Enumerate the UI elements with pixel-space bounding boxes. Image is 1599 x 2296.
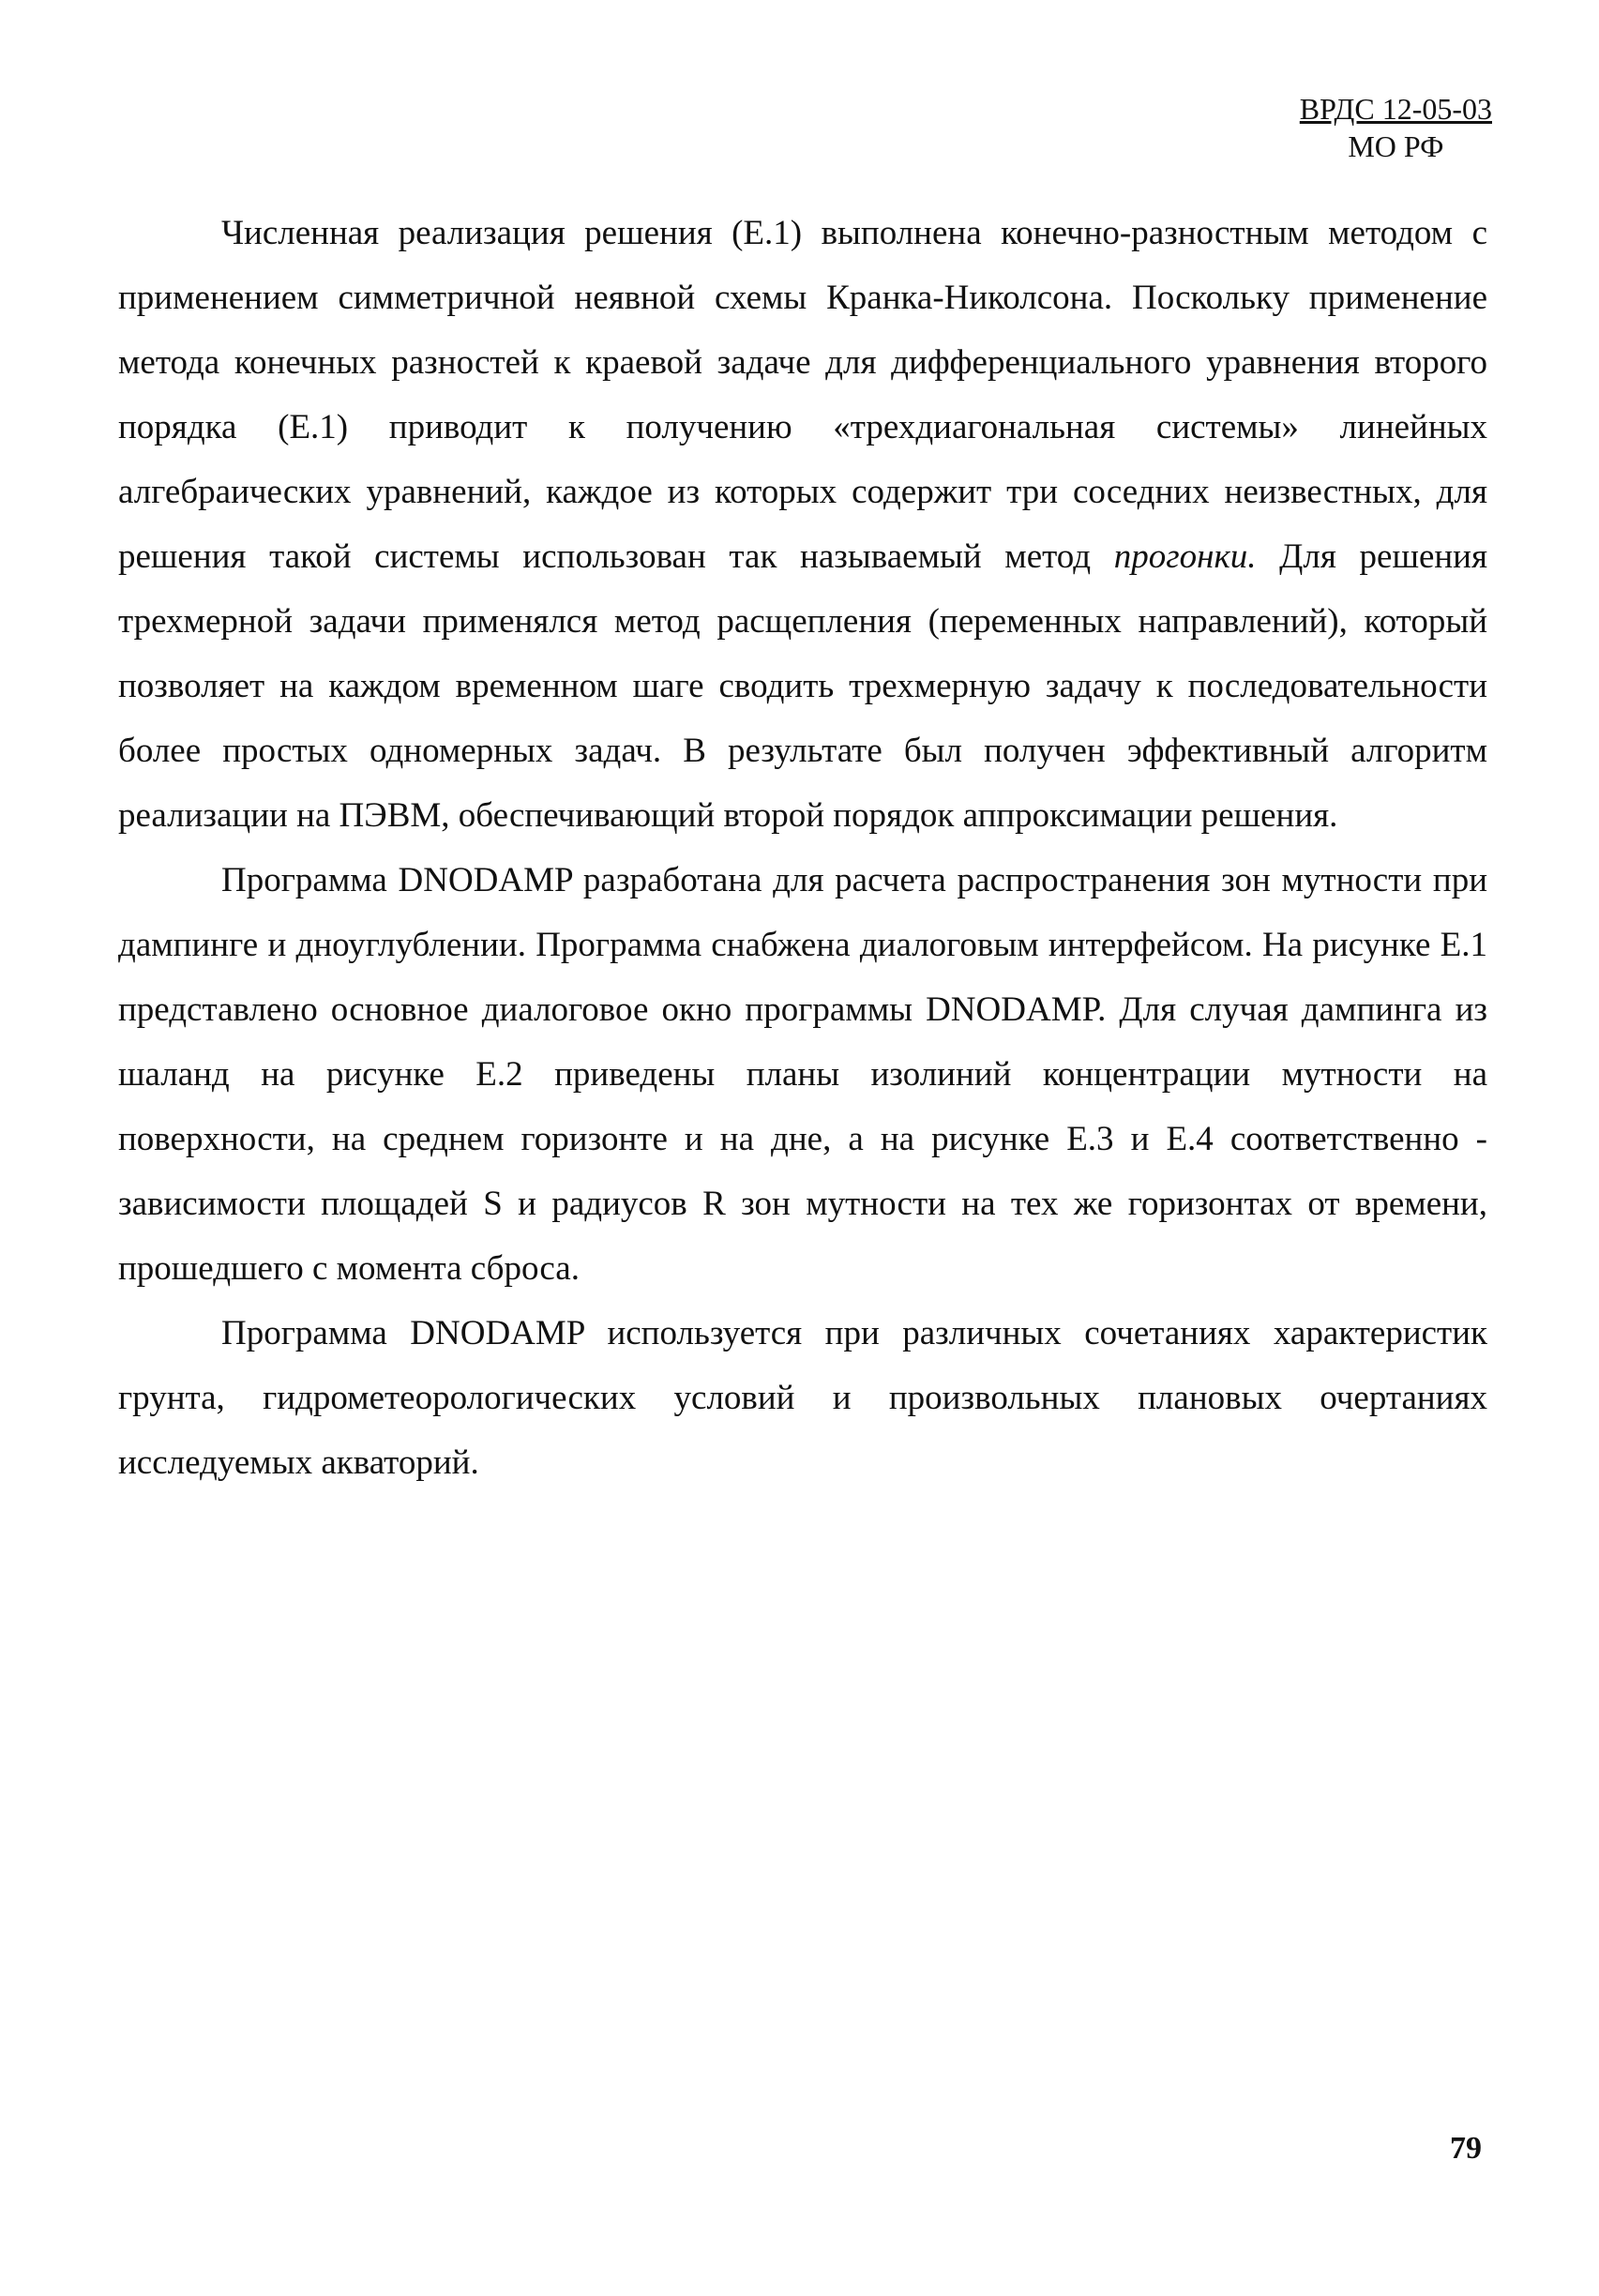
paragraph-text: Численная реализация решения (Е.1) выполнена конечно-разностным методом с применением симметричной неявной схемы Кранка-Николсона. Поскольку применение метода конечных разностей к краевой задаче для дифференциального уравнения второго порядка (Е.1) приводит к получению «трехдиагональная системы» линейных алгебраических уравнений, каждое из которых содержит три соседних неизвестных, для решения такой системы использован так называемый метод <box>118 214 1487 576</box>
document-organization: МО РФ <box>1348 129 1444 163</box>
paragraph-program-usage: Программа DNODAMP используется при различных сочетаниях характеристик грунта, гидрометеорологических условий и произвольных плановых очертаниях исследуемых акваторий. <box>118 1314 1487 1482</box>
paragraph-numerical-method <box>118 201 1487 848</box>
page-number: 79 <box>1450 2131 1482 2166</box>
page-body <box>118 201 1487 1495</box>
paragraph-text: Для решения трехмерной задачи применялся метод расщепления (переменных направлений), который позволяет на каждом временном шаге сводить трехмерную задачу к последовательности более простых одномерных задач. В результате был получен эффективный алгоритм реализации на ПЭВМ, обеспечивающий второй порядок аппроксимации решения. <box>118 537 1487 835</box>
paragraph-program-description: Программа DNODAMP разработана для расчета распространения зон мутности при дампинге и дноуглублении. Программа снабжена диалоговым интерфейсом. На рисунке Е.1 представлено основное диалоговое окно программы DNODAMP. Для случая дампинга из шаланд на рисунке Е.2 приведены планы изолиний концентрации мутности на поверхности, на среднем горизонте и на дне, а на рисунке Е.3 и Е.4 соответственно - зависимости площадей S и радиусов R зон мутности на тех же горизонтах от времени, прошедшего с момента сброса. <box>118 861 1487 1288</box>
paragraph-italic-term: прогонки. <box>1113 537 1257 576</box>
document-header <box>1300 90 1492 165</box>
document-code: ВРДС 12-05-03 <box>1299 92 1492 126</box>
